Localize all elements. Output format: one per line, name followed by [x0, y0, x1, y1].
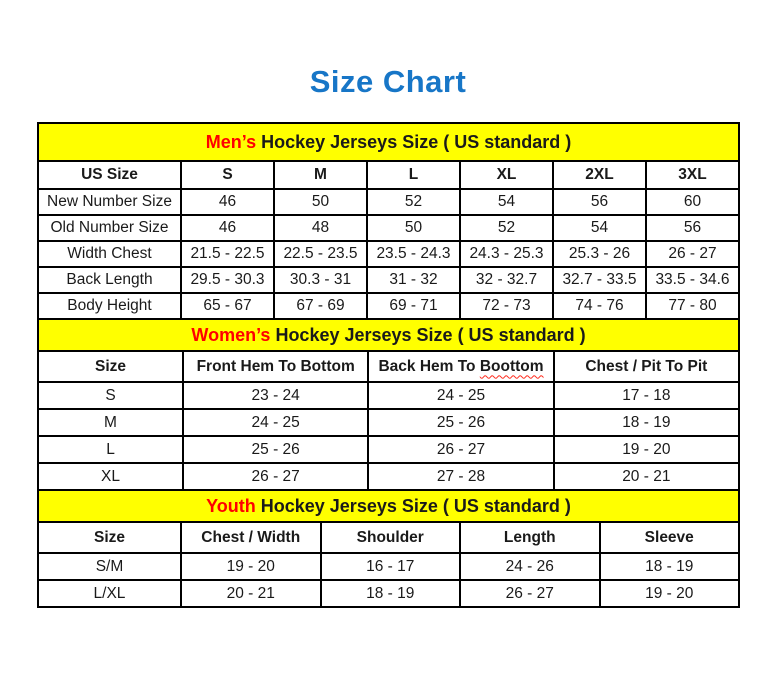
cell-value: 18 - 19: [321, 580, 461, 607]
youth-band-rest: Hockey Jerseys Size ( US standard ): [255, 495, 571, 516]
womens-band-rest: Hockey Jerseys Size ( US standard ): [270, 324, 586, 345]
row-label: S: [38, 382, 183, 409]
column-header: Chest / Width: [181, 522, 321, 553]
column-header: S: [181, 161, 274, 189]
mens-section-band: [38, 123, 739, 161]
mens-band-highlight: Men’s: [205, 131, 257, 152]
table-row: [38, 436, 739, 463]
cell-value: 54: [553, 215, 646, 241]
column-header-text: Back Hem To: [378, 357, 476, 375]
cell-value: 27 - 28: [368, 463, 553, 490]
column-header: [368, 351, 553, 382]
cell-value: 48: [274, 215, 367, 241]
cell-value: 46: [181, 215, 274, 241]
row-label: Back Length: [38, 267, 181, 293]
column-header: Sleeve: [600, 522, 740, 553]
cell-value: 46: [181, 189, 274, 215]
youth-band-title: [38, 490, 739, 522]
cell-value: 22.5 - 23.5: [274, 241, 367, 267]
column-header: US Size: [38, 161, 181, 189]
cell-value: 16 - 17: [321, 553, 461, 580]
cell-value: 20 - 21: [554, 463, 739, 490]
cell-value: 19 - 20: [600, 580, 740, 607]
row-label: XL: [38, 463, 183, 490]
womens-header-row: [38, 351, 739, 382]
cell-value: 32 - 32.7: [460, 267, 553, 293]
cell-value: 18 - 19: [600, 553, 740, 580]
cell-value: 69 - 71: [367, 293, 460, 319]
cell-value: 54: [460, 189, 553, 215]
table-row: [38, 463, 739, 490]
table-row: [38, 382, 739, 409]
table-row: [38, 293, 739, 319]
cell-value: 25.3 - 26: [553, 241, 646, 267]
table-row: [38, 409, 739, 436]
row-label: Old Number Size: [38, 215, 181, 241]
youth-header-row: [38, 522, 739, 553]
cell-value: 24 - 25: [183, 409, 368, 436]
table-row: [38, 189, 739, 215]
womens-section-band: [38, 319, 739, 351]
cell-value: 50: [367, 215, 460, 241]
cell-value: 31 - 32: [367, 267, 460, 293]
womens-band-highlight: Women’s: [191, 324, 271, 345]
page-title: Size Chart: [309, 64, 467, 99]
cell-value: 50: [274, 189, 367, 215]
cell-value: 21.5 - 22.5: [181, 241, 274, 267]
row-label: M: [38, 409, 183, 436]
cell-value: 65 - 67: [181, 293, 274, 319]
column-header: Front Hem To Bottom: [183, 351, 368, 382]
youth-size-table: [37, 489, 740, 608]
row-label: L/XL: [38, 580, 181, 607]
cell-value: 26 - 27: [368, 436, 553, 463]
womens-size-table: [37, 318, 740, 491]
mens-header-row: [38, 161, 739, 189]
cell-value: 56: [646, 215, 739, 241]
column-header: Length: [460, 522, 600, 553]
row-label: L: [38, 436, 183, 463]
cell-value: 72 - 73: [460, 293, 553, 319]
row-label: New Number Size: [38, 189, 181, 215]
cell-value: 56: [553, 189, 646, 215]
cell-value: 24 - 25: [368, 382, 553, 409]
column-header: Shoulder: [321, 522, 461, 553]
table-row: [38, 241, 739, 267]
cell-value: 19 - 20: [181, 553, 321, 580]
cell-value: 32.7 - 33.5: [553, 267, 646, 293]
column-header: M: [274, 161, 367, 189]
row-label: Width Chest: [38, 241, 181, 267]
womens-band-title: [38, 319, 739, 351]
mens-band-rest: Hockey Jerseys Size ( US standard ): [256, 131, 572, 152]
column-header: L: [367, 161, 460, 189]
cell-value: 33.5 - 34.6: [646, 267, 739, 293]
cell-value: 26 - 27: [183, 463, 368, 490]
cell-value: 26 - 27: [460, 580, 600, 607]
cell-value: 67 - 69: [274, 293, 367, 319]
table-row: [38, 553, 739, 580]
cell-value: 25 - 26: [183, 436, 368, 463]
cell-value: 24.3 - 25.3: [460, 241, 553, 267]
mens-size-table: [37, 122, 740, 320]
cell-value: 19 - 20: [554, 436, 739, 463]
cell-value: 77 - 80: [646, 293, 739, 319]
cell-value: 25 - 26: [368, 409, 553, 436]
cell-value: 30.3 - 31: [274, 267, 367, 293]
row-label: S/M: [38, 553, 181, 580]
column-header: Size: [38, 522, 181, 553]
column-header: Chest / Pit To Pit: [554, 351, 739, 382]
size-chart-tables: [37, 122, 740, 608]
cell-value: 23 - 24: [183, 382, 368, 409]
column-header: XL: [460, 161, 553, 189]
column-header: 3XL: [646, 161, 739, 189]
column-header: 2XL: [553, 161, 646, 189]
cell-value: 74 - 76: [553, 293, 646, 319]
cell-value: 17 - 18: [554, 382, 739, 409]
cell-value: 24 - 26: [460, 553, 600, 580]
table-row: [38, 267, 739, 293]
cell-value: 52: [367, 189, 460, 215]
cell-value: 52: [460, 215, 553, 241]
misspelled-word-underline: Boottom: [479, 357, 544, 375]
cell-value: 29.5 - 30.3: [181, 267, 274, 293]
cell-value: 26 - 27: [646, 241, 739, 267]
youth-section-band: [38, 490, 739, 522]
table-row: [38, 580, 739, 607]
cell-value: 18 - 19: [554, 409, 739, 436]
column-header: Size: [38, 351, 183, 382]
cell-value: 23.5 - 24.3: [367, 241, 460, 267]
cell-value: 20 - 21: [181, 580, 321, 607]
table-row: [38, 215, 739, 241]
cell-value: 60: [646, 189, 739, 215]
youth-band-highlight: Youth: [206, 495, 256, 516]
mens-band-title: [38, 123, 739, 161]
row-label: Body Height: [38, 293, 181, 319]
